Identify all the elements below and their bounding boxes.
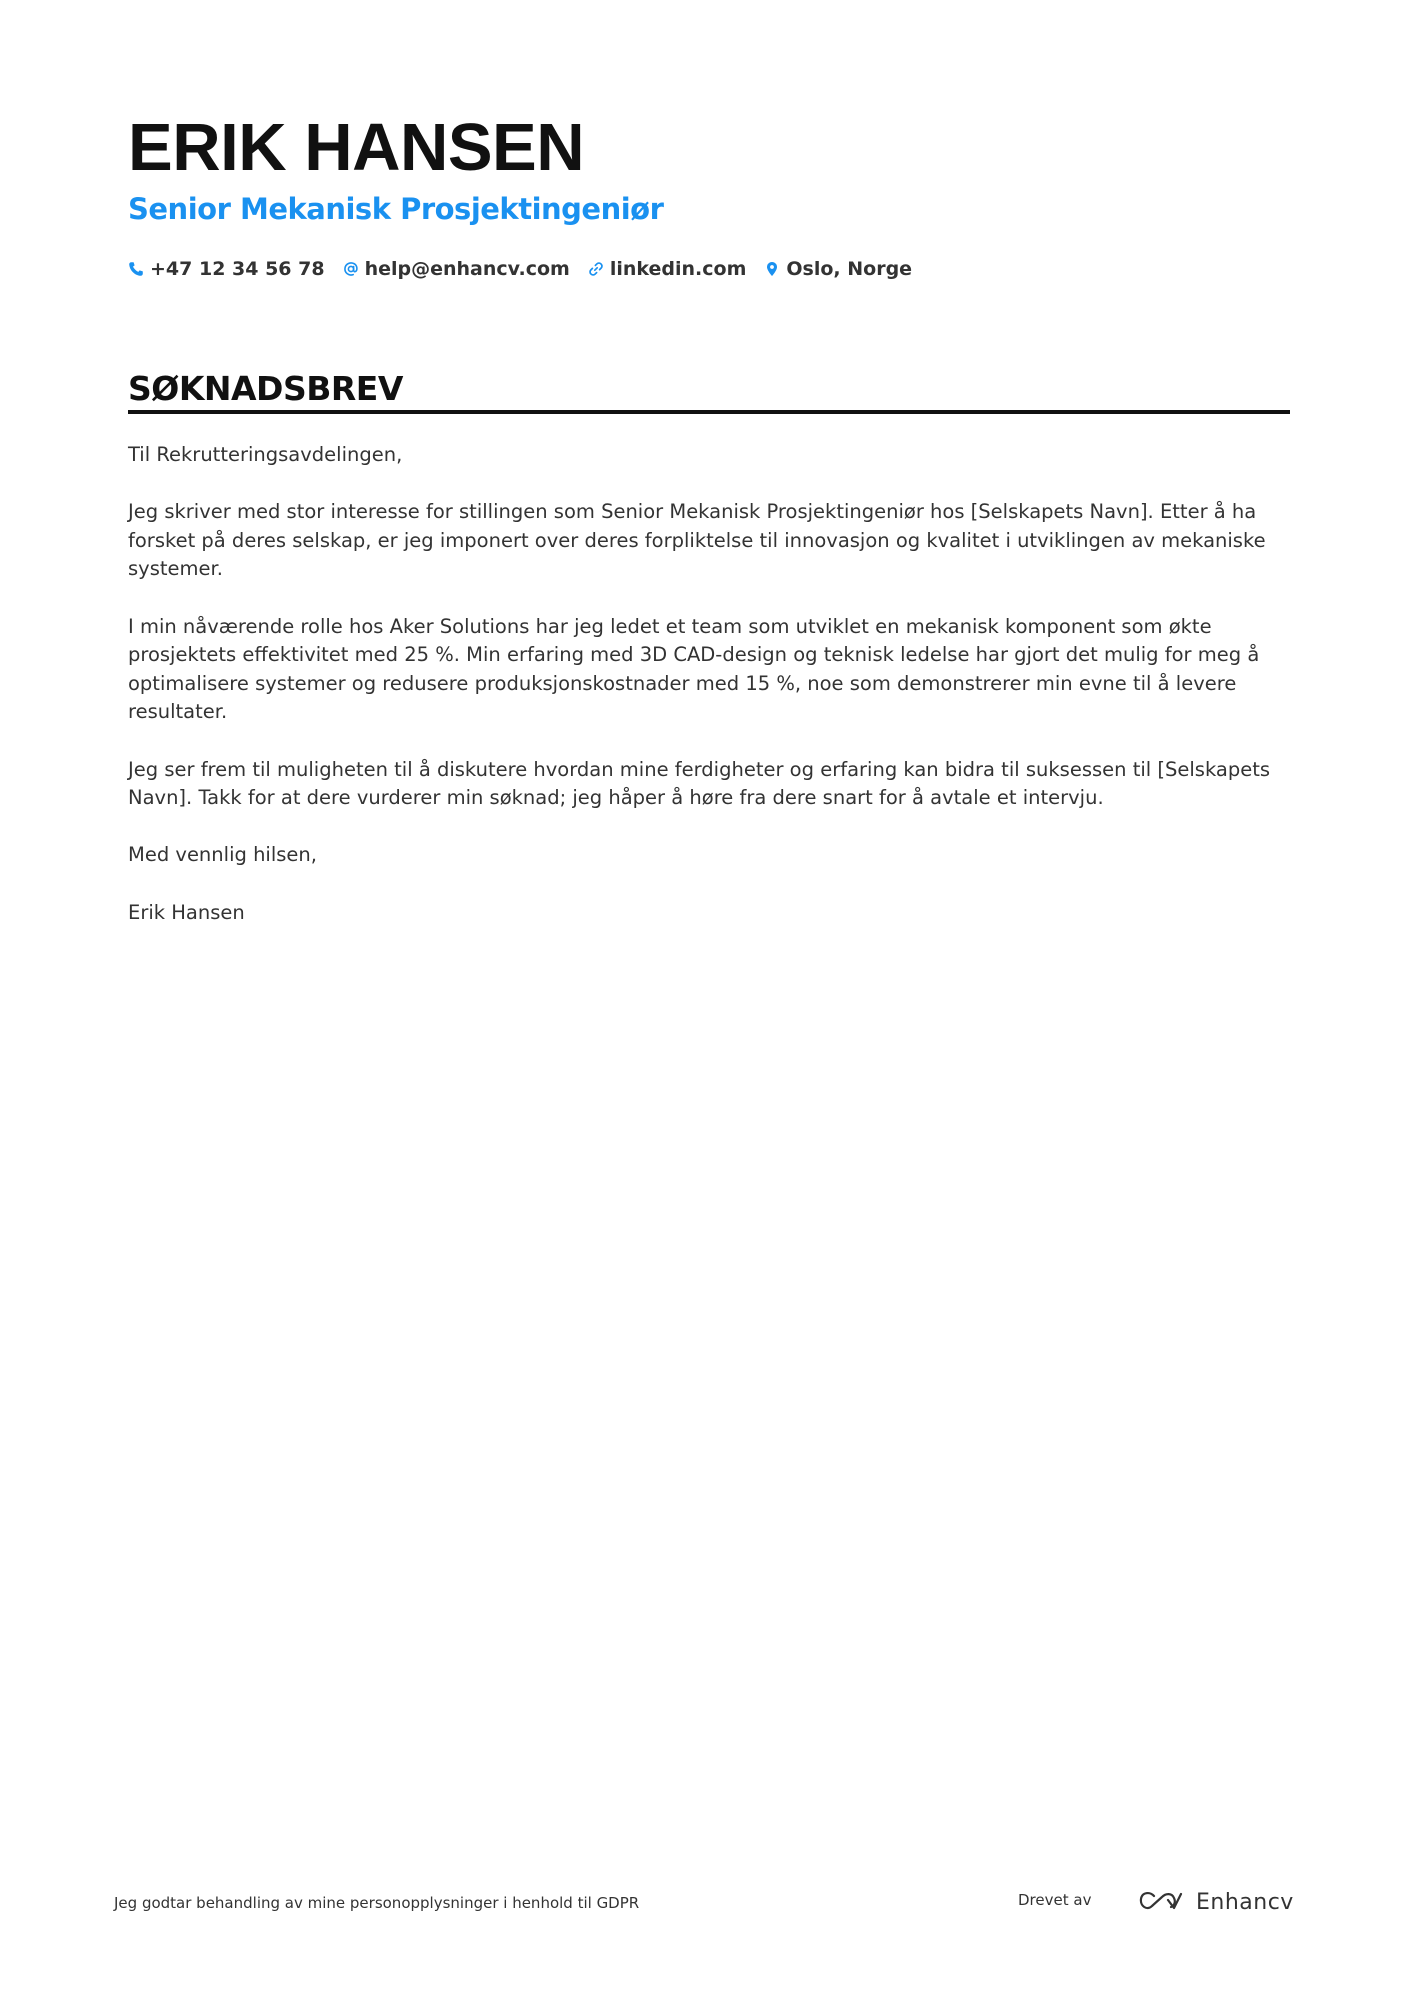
phone-icon: [128, 261, 144, 277]
gdpr-note: Jeg godtar behandling av mine personopplysninger i henhold til GDPR: [114, 1894, 640, 1912]
letter-greeting: Til Rekrutteringsavdelingen,: [128, 443, 403, 466]
contact-location: [764, 258, 912, 280]
contact-phone: [128, 258, 325, 280]
contact-bar: [128, 254, 930, 284]
section-divider: [128, 410, 1290, 414]
job-title: Senior Mekanisk Prosjektingeniør: [128, 192, 664, 226]
contact-email-text: help@enhancv.com: [364, 258, 570, 280]
link-icon: [588, 261, 604, 277]
brand-name: Enhancv: [1196, 1889, 1294, 1915]
at-icon: [343, 261, 359, 277]
contact-location-text: Oslo, Norge: [786, 258, 913, 280]
letter-closing: Med vennlig hilsen,: [128, 843, 317, 867]
letter-body: [128, 441, 1290, 956]
letter-paragraph: I min nåværende rolle hos Aker Solutions har jeg ledet et team som utviklet en mekanisk komponent som økte prosjektets effektivitet med 25 %. Min erfaring med 3D CAD-design og teknisk ledelse har gjort det mulig for meg å optimalisere systemer og redusere produksjonskostnader med 15 %, noe som demonstrerer min evne til å levere resultater.: [128, 614, 1260, 724]
letter-paragraph: Jeg ser frem til muligheten til å diskutere hvordan mine ferdigheter og erfaring kan bidra til suksessen til [Selskapets Navn]. Takk for at dere vurderer min søknad; jeg håper å høre fra dere snart for å avtale et intervju.: [128, 757, 1271, 810]
section-title: SØKNADSBREV: [128, 369, 403, 408]
applicant-name: ERIK HANSEN: [128, 110, 585, 185]
enhancv-logo-icon: [1138, 1889, 1184, 1915]
contact-email[interactable]: [343, 258, 570, 280]
contact-linkedin-text: linkedin.com: [609, 258, 747, 280]
letter-signature: Erik Hansen: [128, 900, 245, 924]
powered-by-label: Drevet av: [1018, 1891, 1092, 1909]
contact-linkedin[interactable]: [588, 258, 747, 280]
location-pin-icon: [764, 261, 780, 277]
letter-paragraph: Jeg skriver med stor interesse for stillingen som Senior Mekanisk Prosjektingeniør hos [Selskapets Navn]. Etter å ha forsket på deres selskap, er jeg imponert over deres forpliktelse til innovasjon og kvalitet i utviklingen av mekaniske systemer.: [128, 500, 1266, 581]
contact-phone-text: +47 12 34 56 78: [150, 258, 325, 280]
brand-logo[interactable]: [1138, 1889, 1294, 1915]
